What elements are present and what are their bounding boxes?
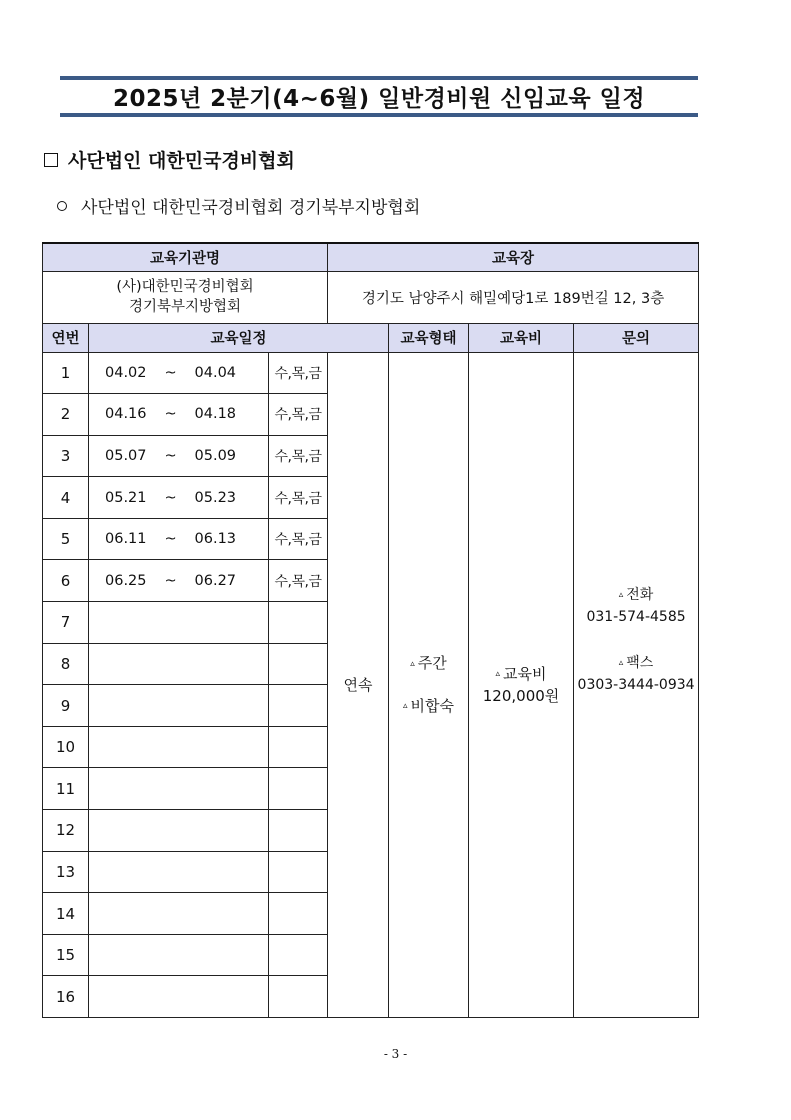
row-end-date: 04.18 xyxy=(194,406,237,423)
row-date-separator: ~ xyxy=(164,364,177,381)
type-lodging: 비합숙 xyxy=(410,696,455,715)
row-days: 수,목,금 xyxy=(269,560,328,602)
row-no: 8 xyxy=(43,643,89,685)
row-no: 3 xyxy=(43,435,89,477)
row-no: 14 xyxy=(43,893,89,935)
fee-value: 120,000원 xyxy=(482,687,560,705)
row-date-separator: ~ xyxy=(164,406,177,423)
row-start-date: 04.16 xyxy=(105,406,147,423)
row-days xyxy=(269,643,328,685)
row-start-date: 04.02 xyxy=(105,364,147,381)
triangle-bullet-icon: ▵ xyxy=(618,589,624,600)
row-no: 6 xyxy=(43,560,89,602)
row-end-date: 04.04 xyxy=(194,364,237,381)
row-days xyxy=(269,976,328,1018)
row-dates xyxy=(89,893,269,935)
fax-number: 0303-3444-0934 xyxy=(577,676,695,693)
triangle-bullet-icon: ▵ xyxy=(403,701,408,712)
phone-number: 031-574-4585 xyxy=(586,608,686,625)
row-days: 수,목,금 xyxy=(269,394,328,436)
row-no: 1 xyxy=(43,352,89,394)
row-start-date: 05.21 xyxy=(105,489,147,506)
row-dates xyxy=(89,934,269,976)
row-end-date: 06.13 xyxy=(194,531,237,548)
row-no: 13 xyxy=(43,851,89,893)
row-start-date: 05.07 xyxy=(105,447,147,464)
row-days xyxy=(269,893,328,935)
header-place: 교육장 xyxy=(328,243,699,271)
row-days xyxy=(269,768,328,810)
org-name-line2: 경기북부지방협회 xyxy=(128,299,242,315)
org-name-line1: (사)대한민국경비협회 xyxy=(116,279,254,295)
row-days xyxy=(269,685,328,727)
fax-label: 팩스 xyxy=(626,654,654,671)
row-no: 15 xyxy=(43,934,89,976)
row-dates xyxy=(89,851,269,893)
triangle-bullet-icon: ▵ xyxy=(618,657,624,668)
page-number: - 3 - xyxy=(383,1047,408,1061)
row-date-separator: ~ xyxy=(164,531,177,548)
row-days xyxy=(269,810,328,852)
row-days xyxy=(269,851,328,893)
col-header-fee: 교육비 xyxy=(469,323,574,352)
subsection-heading xyxy=(57,193,420,218)
page-title: 2025년 2분기(4~6월) 일반경비원 신임교육 일정 xyxy=(112,86,646,112)
row-days xyxy=(269,726,328,768)
row-no: 12 xyxy=(43,810,89,852)
row-dates xyxy=(89,976,269,1018)
triangle-bullet-icon: ▵ xyxy=(410,658,415,669)
row-days: 수,목,금 xyxy=(269,518,328,560)
row-no: 2 xyxy=(43,394,89,436)
row-days: 수,목,금 xyxy=(269,435,328,477)
row-dates xyxy=(89,726,269,768)
col-header-contact: 문의 xyxy=(574,323,699,352)
row-dates xyxy=(89,477,269,519)
circle-bullet-icon xyxy=(57,201,67,211)
title-banner xyxy=(60,76,698,117)
row-no: 10 xyxy=(43,726,89,768)
org-name-cell xyxy=(43,271,328,323)
schedule-table xyxy=(42,242,699,1018)
row-no: 16 xyxy=(43,976,89,1018)
row-days xyxy=(269,602,328,644)
phone-label: 전화 xyxy=(626,586,654,603)
row-date-separator: ~ xyxy=(164,447,177,464)
row-dates xyxy=(89,643,269,685)
col-header-schedule: 교육일정 xyxy=(89,323,389,352)
type-day: 주간 xyxy=(417,654,447,673)
col-header-type: 교육형태 xyxy=(389,323,469,352)
row-dates xyxy=(89,518,269,560)
row-dates xyxy=(89,768,269,810)
row-start-date: 06.25 xyxy=(105,572,147,589)
row-days xyxy=(269,934,328,976)
row-no: 5 xyxy=(43,518,89,560)
row-no: 7 xyxy=(43,602,89,644)
header-org: 교육기관명 xyxy=(43,243,328,271)
row-end-date: 05.23 xyxy=(194,489,237,506)
section-heading-text: 사단법인 대한민국경비협회 xyxy=(68,150,295,172)
row-days: 수,목,금 xyxy=(269,477,328,519)
type-cell xyxy=(389,352,469,1018)
subsection-heading-text: 사단법인 대한민국경비협회 경기북부지방협회 xyxy=(81,198,421,218)
row-no: 11 xyxy=(43,768,89,810)
table-row xyxy=(43,352,699,394)
fee-cell xyxy=(469,352,574,1018)
row-date-separator: ~ xyxy=(164,489,177,506)
row-dates xyxy=(89,352,269,394)
schedule-rows xyxy=(43,352,699,1018)
row-dates xyxy=(89,685,269,727)
checkbox-square-icon xyxy=(44,153,58,167)
mode-cell: 연속 xyxy=(328,352,389,1018)
contact-cell xyxy=(574,352,699,1018)
row-no: 9 xyxy=(43,685,89,727)
fee-label: 교육비 xyxy=(503,664,547,683)
row-no: 4 xyxy=(43,477,89,519)
row-dates xyxy=(89,394,269,436)
section-heading xyxy=(44,146,295,173)
row-dates xyxy=(89,435,269,477)
row-days: 수,목,금 xyxy=(269,352,328,394)
place-address: 경기도 남양주시 해밀예당1로 189번길 12, 3층 xyxy=(328,271,699,323)
row-dates xyxy=(89,810,269,852)
row-date-separator: ~ xyxy=(164,572,177,589)
triangle-bullet-icon: ▵ xyxy=(495,669,501,679)
row-dates xyxy=(89,560,269,602)
col-header-no: 연번 xyxy=(43,323,89,352)
row-end-date: 06.27 xyxy=(194,572,237,589)
row-end-date: 05.09 xyxy=(194,447,237,464)
row-dates xyxy=(89,602,269,644)
row-start-date: 06.11 xyxy=(105,531,147,548)
